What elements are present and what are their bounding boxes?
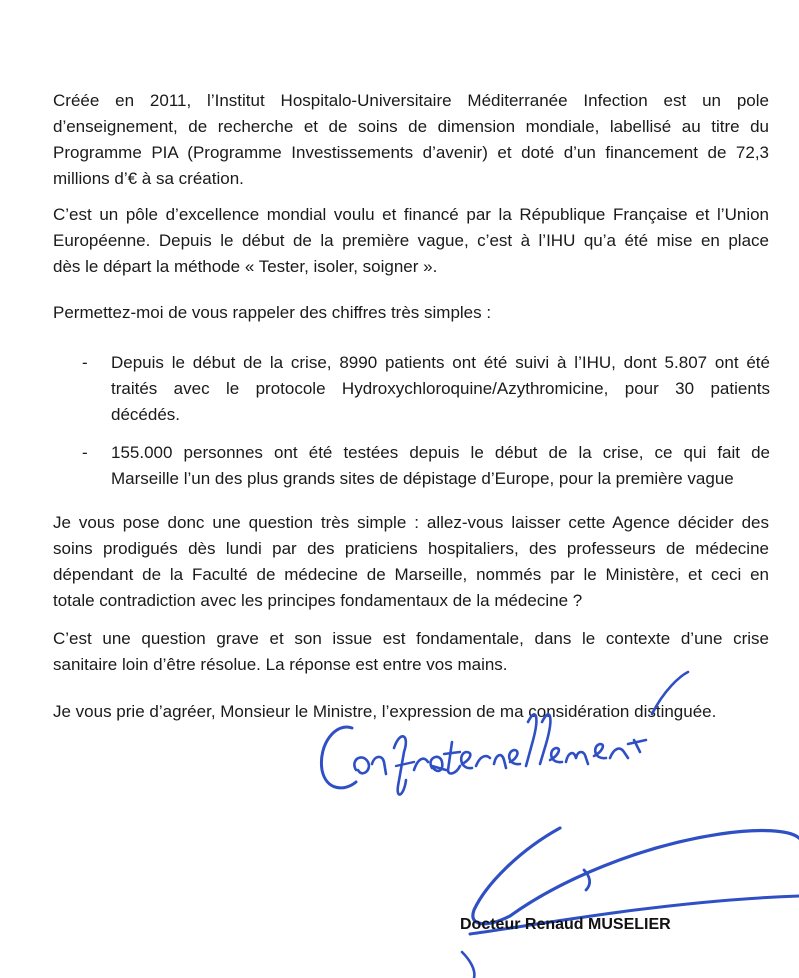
text-line: Créée en 2011, l’Institut Hospitalo-Universitaire Méditerranée Infection est un pole xyxy=(53,91,769,110)
text-line: dès le départ la méthode « Tester, isoler, soigner ». xyxy=(53,257,438,276)
text-line: traités avec le protocole Hydroxychloroquine/Azythromicine, pour 30 patients xyxy=(111,379,770,398)
bullet-marker: - xyxy=(82,353,88,372)
handwritten-closing xyxy=(321,672,688,795)
text-line: sanitaire loin d’être résolue. La réponse est entre vos mains. xyxy=(53,655,508,674)
text-line: Permettez-moi de vous rappeler des chiffres très simples : xyxy=(53,303,492,322)
text-line: soins prodigués dès lundi par des praticiens hospitaliers, des professeurs de médecine xyxy=(53,539,769,558)
paragraph-question xyxy=(53,510,769,614)
bullet-text xyxy=(111,350,770,428)
text-line: Je vous prie d’agréer, Monsieur le Ministre, l’expression de ma considération distinguée. xyxy=(53,702,717,721)
text-line: C’est un pôle d’excellence mondial voulu et financé par la République Française et l’Union xyxy=(53,205,769,224)
paragraph-grave-question xyxy=(53,626,769,678)
text-line: Depuis le début de la crise, 8990 patients ont été suivi à l’IHU, dont 5.807 ont été xyxy=(111,353,770,372)
text-line: Programme PIA (Programme Investissements d’avenir) et doté d’un financement de 72,3 xyxy=(53,143,769,162)
text-line: Je vous pose donc une question très simple : allez-vous laisser cette Agence décider des xyxy=(53,513,769,532)
text-line: Marseille l’un des plus grands sites de dépistage d’Europe, pour la première vague xyxy=(111,469,734,488)
signatory-name: Docteur Renaud MUSELIER xyxy=(460,916,671,933)
paragraph-closing-formula xyxy=(53,699,769,725)
paragraph-pole-excellence xyxy=(53,202,769,280)
signature-stroke xyxy=(462,828,799,978)
paragraph-iHU-presentation xyxy=(53,88,769,192)
text-line: d’enseignement, de recherche et de soins de dimension mondiale, labellisé au titre du xyxy=(53,117,769,136)
text-line: millions d’€ à sa création. xyxy=(53,169,244,188)
text-line: Européenne. Depuis le début de la première vague, c’est à l’IHU qu’a été mise en place xyxy=(53,231,769,250)
text-line: décédés. xyxy=(111,405,180,424)
text-line: C’est une question grave et son issue est fondamentale, dans le contexte d’une crise xyxy=(53,629,769,648)
text-line: totale contradiction avec les principes fondamentaux de la médecine ? xyxy=(53,591,583,610)
bullet-text xyxy=(111,440,770,492)
text-line: 155.000 personnes ont été testées depuis le début de la crise, ce qui fait de xyxy=(111,443,770,462)
bullet-marker: - xyxy=(82,443,88,462)
text-line: dépendant de la Faculté de médecine de Marseille, nommés par le Ministère, et ceci en xyxy=(53,565,769,584)
paragraph-figures-intro xyxy=(53,300,769,326)
